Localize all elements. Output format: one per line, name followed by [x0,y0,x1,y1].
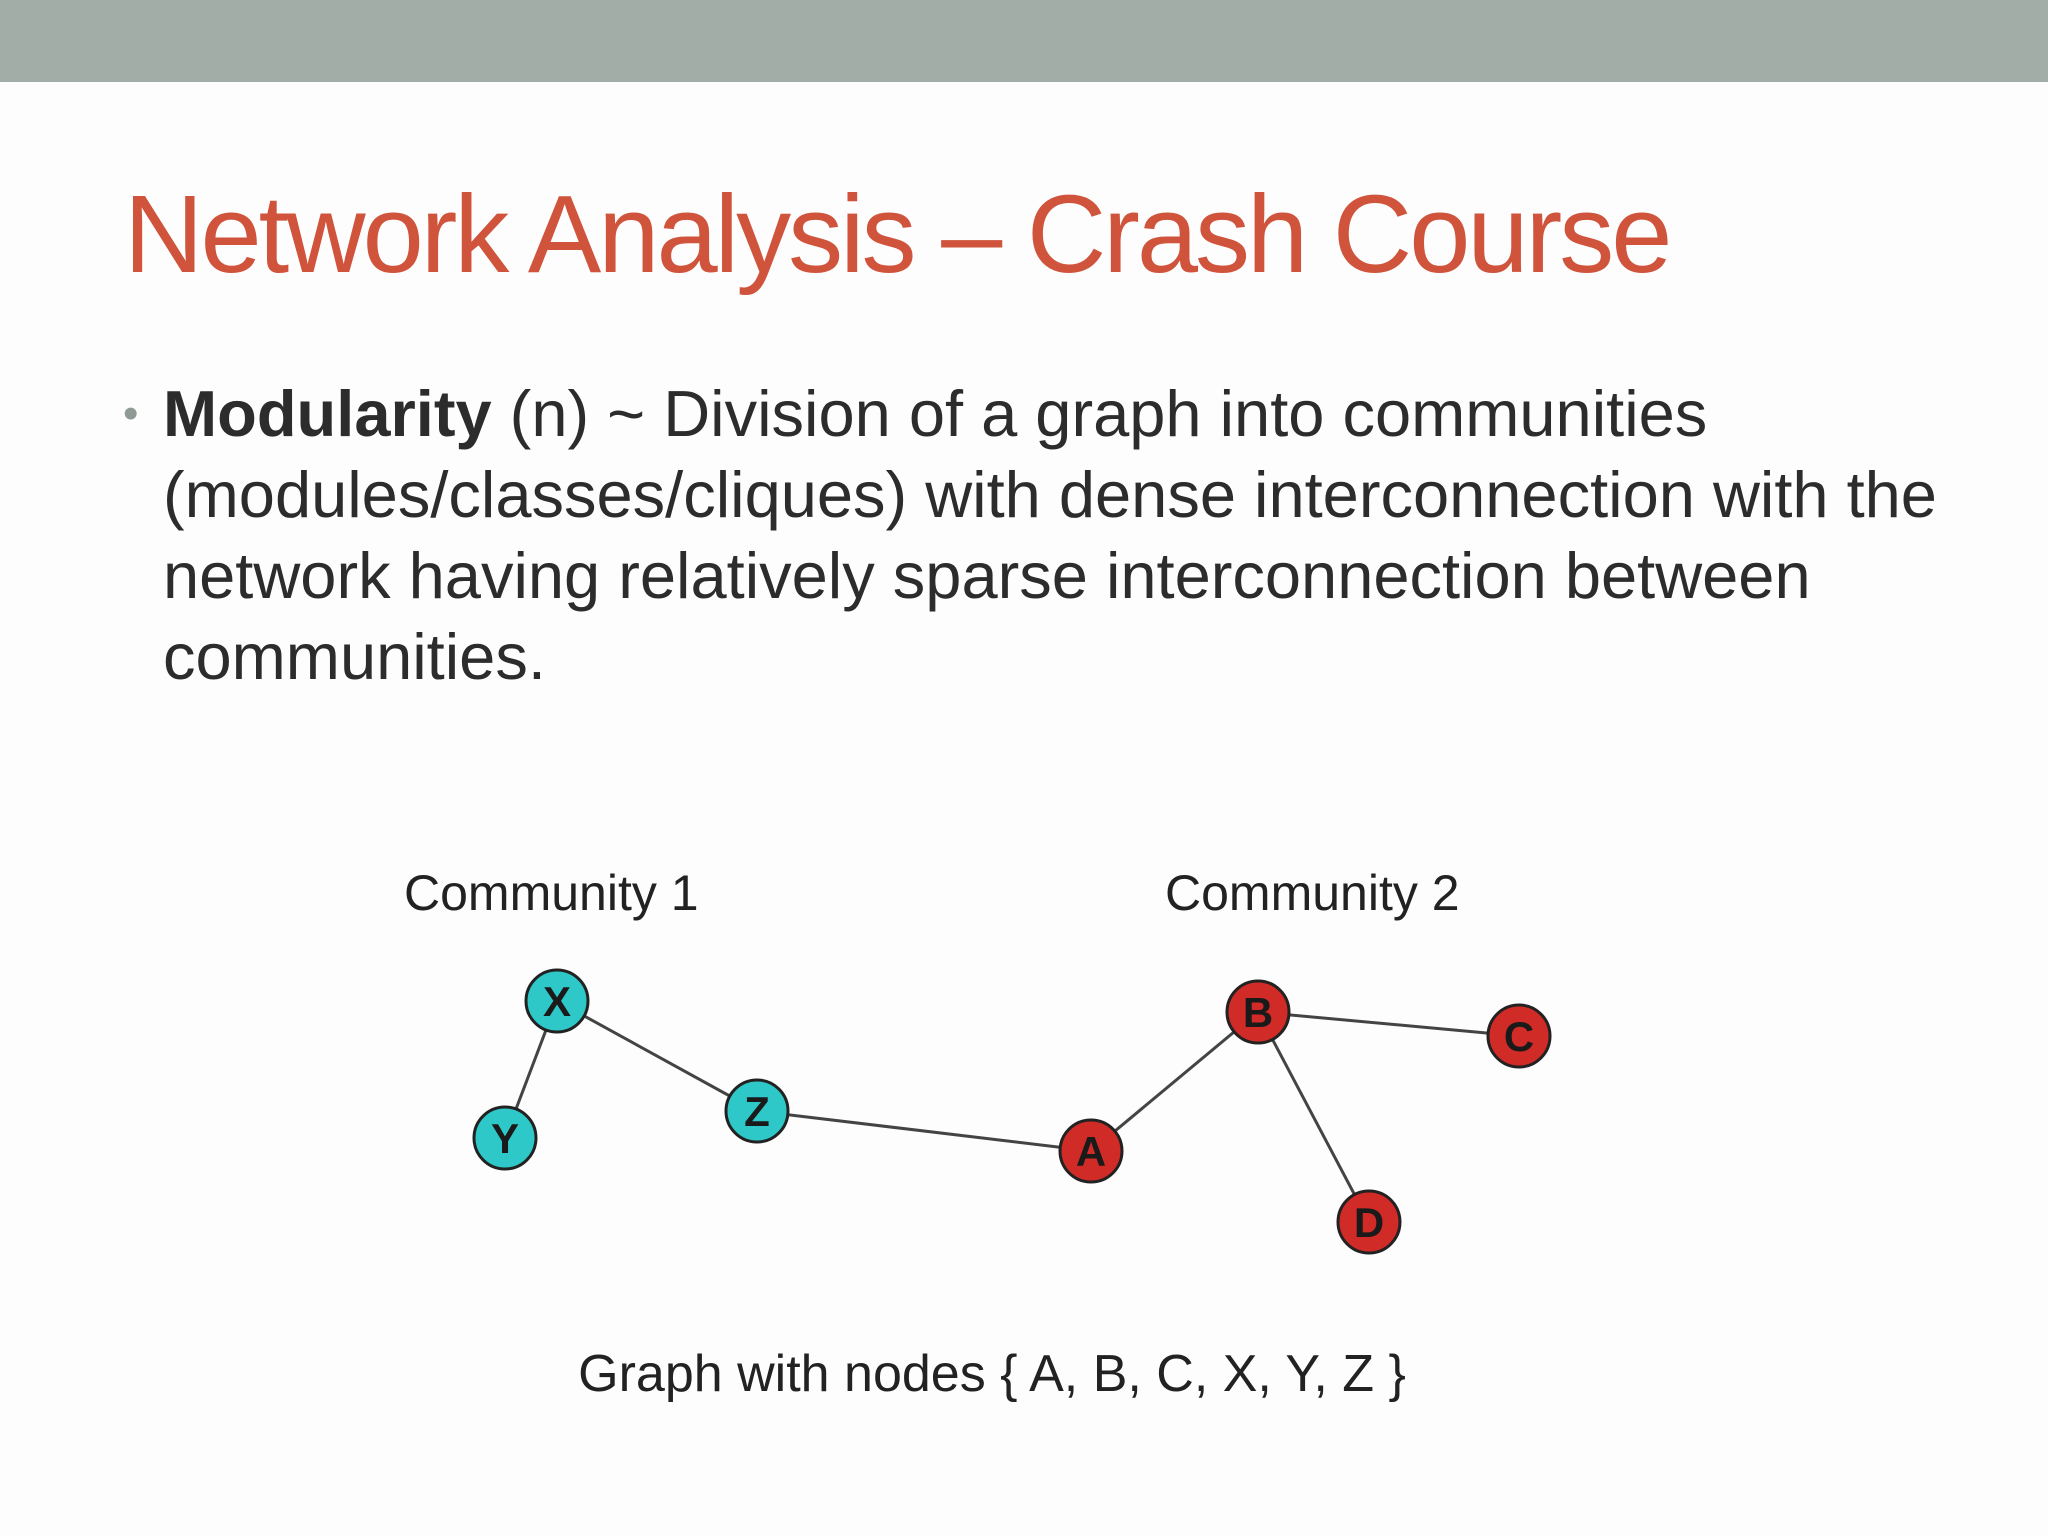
definition-text: (n) ~ Division of a graph into communities (modules/classes/cliques) with dense interconnection with the network having relatively sparse interconnection between communities. [163,377,1937,693]
node-label: Y [490,1115,520,1162]
edge-x-z [557,1001,757,1111]
node-label: X [542,978,572,1025]
node-d [1338,1191,1400,1253]
node-z [726,1080,788,1142]
node-x [526,970,588,1032]
node-y [474,1107,536,1169]
graph-caption: Graph with nodes { A, B, C, X, Y, Z } [578,1345,1406,1403]
node-label: A [1075,1128,1107,1175]
bullet-icon: • [123,389,139,438]
edge-z-a [757,1111,1091,1151]
community-2-label: Community 2 [1165,865,1460,921]
edge-b-d [1258,1012,1369,1222]
node-label: D [1353,1199,1385,1246]
node-a [1060,1120,1122,1182]
node-label: Z [744,1088,770,1135]
graph-edges [505,1001,1519,1222]
definition-term: Modularity [163,377,492,450]
node-c [1488,1005,1550,1067]
edge-b-c [1258,1012,1519,1036]
node-b [1227,981,1289,1043]
node-label: C [1503,1013,1535,1060]
community-1-label: Community 1 [404,865,699,921]
edge-a-b [1091,1012,1258,1151]
graph-nodes [474,970,1550,1253]
node-label: B [1242,989,1274,1036]
slide-title: Network Analysis – Crash Course [124,173,1670,296]
